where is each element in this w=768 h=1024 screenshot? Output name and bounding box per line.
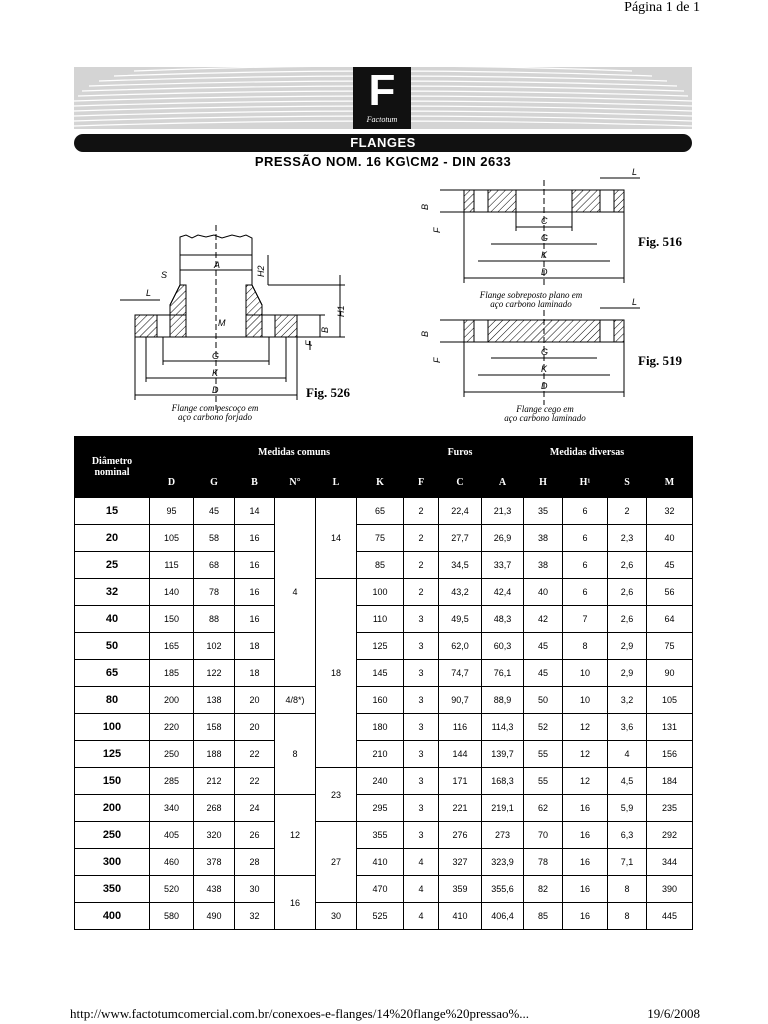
svg-text:A: A — [214, 260, 221, 270]
table-cell: 168,3 — [482, 768, 524, 795]
table-cell: 105 — [150, 525, 194, 552]
table-cell: 4,5 — [608, 768, 647, 795]
col-header: K — [357, 468, 404, 498]
svg-text:K: K — [212, 368, 219, 378]
table-row — [75, 660, 693, 687]
table-cell: 95 — [150, 498, 194, 525]
table-row — [75, 822, 693, 849]
table-cell: 28 — [235, 849, 275, 876]
table-row — [75, 741, 693, 768]
table-cell: 405 — [150, 822, 194, 849]
table-cell: 26,9 — [482, 525, 524, 552]
table-body — [75, 498, 693, 930]
table-cell: 18 — [235, 660, 275, 687]
table-cell: 2,9 — [608, 633, 647, 660]
table-cell: 58 — [194, 525, 235, 552]
table-cell: 323,9 — [482, 849, 524, 876]
table-cell: 18 — [235, 633, 275, 660]
svg-text:F: F — [432, 227, 442, 233]
col-header: L — [316, 468, 357, 498]
table-cell: 49,5 — [439, 606, 482, 633]
svg-text:B: B — [420, 330, 430, 337]
table-cell: 43,2 — [439, 579, 482, 606]
table-cell: 210 — [357, 741, 404, 768]
table-cell: 273 — [482, 822, 524, 849]
header-medidas-diversas: Medidas diversas — [482, 437, 693, 468]
table-cell: 185 — [150, 660, 194, 687]
table-cell: 235 — [647, 795, 693, 822]
table-cell: 68 — [194, 552, 235, 579]
table-cell: 285 — [150, 768, 194, 795]
table-cell: 122 — [194, 660, 235, 687]
table-cell: 76,1 — [482, 660, 524, 687]
table-cell: 125 — [75, 741, 150, 768]
header-medidas-comuns: Medidas comuns — [150, 437, 439, 468]
table-cell: 45 — [524, 660, 563, 687]
table-cell: 32 — [75, 579, 150, 606]
fig-516-label: Fig. 516 — [638, 234, 683, 249]
table-cell: 40 — [524, 579, 563, 606]
table-cell: 470 — [357, 876, 404, 903]
table-cell: 16 — [563, 822, 608, 849]
table-cell: 114,3 — [482, 714, 524, 741]
table-cell: 250 — [75, 822, 150, 849]
table-row — [75, 768, 693, 795]
table-row — [75, 687, 693, 714]
table-cell: 8 — [608, 876, 647, 903]
table-cell: 15 — [75, 498, 150, 525]
table-cell: 55 — [524, 768, 563, 795]
table-cell: 34,5 — [439, 552, 482, 579]
table-cell: 219,1 — [482, 795, 524, 822]
table-cell: 171 — [439, 768, 482, 795]
table-cell: 38 — [524, 552, 563, 579]
table-cell: 102 — [194, 633, 235, 660]
table-cell: 90,7 — [439, 687, 482, 714]
table-cell: 200 — [150, 687, 194, 714]
svg-text:L: L — [632, 167, 638, 177]
table-cell: 33,7 — [482, 552, 524, 579]
table-cell: 27 — [316, 822, 357, 903]
table-cell: 30 — [235, 876, 275, 903]
table-cell: 2,6 — [608, 579, 647, 606]
table-cell: 45 — [194, 498, 235, 525]
table-cell: 75 — [357, 525, 404, 552]
table-cell: 8 — [608, 903, 647, 930]
fig-516-caption-line2: aço carbono laminado — [490, 299, 572, 309]
table-cell: 62 — [524, 795, 563, 822]
table-cell: 8 — [563, 633, 608, 660]
table-cell: 16 — [235, 552, 275, 579]
table-cell: 3 — [404, 606, 439, 633]
table-cell: 460 — [150, 849, 194, 876]
table-cell: 3 — [404, 822, 439, 849]
svg-text:B: B — [320, 326, 330, 333]
svg-text:H1: H1 — [336, 305, 346, 317]
table-cell: 359 — [439, 876, 482, 903]
svg-text:L: L — [632, 297, 638, 307]
table-cell: 78 — [524, 849, 563, 876]
table-cell: 344 — [647, 849, 693, 876]
fig-526-drawing — [120, 225, 345, 410]
table-cell: 144 — [439, 741, 482, 768]
col-header: F — [404, 468, 439, 498]
svg-text:H2: H2 — [256, 265, 266, 277]
svg-text:S: S — [161, 270, 168, 280]
table-cell: 268 — [194, 795, 235, 822]
table-cell: 20 — [75, 525, 150, 552]
table-cell: 20 — [235, 687, 275, 714]
table-cell: 150 — [75, 768, 150, 795]
table-cell: 78 — [194, 579, 235, 606]
table-cell: 4 — [275, 498, 316, 687]
table-cell: 40 — [75, 606, 150, 633]
table-cell: 70 — [524, 822, 563, 849]
table-cell: 88,9 — [482, 687, 524, 714]
table-cell: 105 — [647, 687, 693, 714]
table-cell: 40 — [647, 525, 693, 552]
table-cell: 16 — [235, 579, 275, 606]
table-cell: 12 — [563, 741, 608, 768]
table-cell: 4/8*) — [275, 687, 316, 714]
svg-text:G: G — [541, 347, 549, 357]
fig-519-caption — [470, 405, 620, 423]
table-cell: 7 — [563, 606, 608, 633]
table-cell: 2 — [404, 552, 439, 579]
table-row — [75, 606, 693, 633]
table-cell: 90 — [647, 660, 693, 687]
table-cell: 2,3 — [608, 525, 647, 552]
svg-text:G: G — [212, 351, 220, 361]
table-cell: 3,6 — [608, 714, 647, 741]
svg-text:D: D — [541, 381, 548, 391]
table-cell: 85 — [357, 552, 404, 579]
table-cell: 3 — [404, 714, 439, 741]
table-cell: 438 — [194, 876, 235, 903]
table-row — [75, 903, 693, 930]
table-cell: 3 — [404, 687, 439, 714]
table-cell: 250 — [150, 741, 194, 768]
table-cell: 525 — [357, 903, 404, 930]
table-cell: 32 — [235, 903, 275, 930]
table-cell: 8 — [275, 714, 316, 795]
table-row — [75, 498, 693, 525]
svg-text:F: F — [304, 340, 314, 346]
table-cell: 390 — [647, 876, 693, 903]
fig-519-caption-line2: aço carbono laminado — [504, 413, 586, 423]
table-row — [75, 849, 693, 876]
table-cell: 520 — [150, 876, 194, 903]
table-cell: 3 — [404, 633, 439, 660]
table-cell: 580 — [150, 903, 194, 930]
table-cell: 180 — [357, 714, 404, 741]
table-cell: 23 — [316, 768, 357, 822]
table-cell: 184 — [647, 768, 693, 795]
table-cell: 150 — [150, 606, 194, 633]
table-cell: 65 — [75, 660, 150, 687]
table-cell: 445 — [647, 903, 693, 930]
svg-text:K: K — [541, 250, 548, 260]
title-bar — [74, 134, 692, 152]
table-cell: 55 — [524, 741, 563, 768]
table-row — [75, 579, 693, 606]
table-cell: 50 — [75, 633, 150, 660]
table-cell: 32 — [647, 498, 693, 525]
table-cell: 2,6 — [608, 552, 647, 579]
col-header: A — [482, 468, 524, 498]
table-cell: 45 — [524, 633, 563, 660]
svg-text:B: B — [420, 203, 430, 210]
fig-516-caption — [456, 291, 606, 309]
page-number: Página 1 de 1 — [624, 0, 700, 15]
table-cell: 56 — [647, 579, 693, 606]
table-row — [75, 552, 693, 579]
table-cell: 490 — [194, 903, 235, 930]
table-cell: 138 — [194, 687, 235, 714]
table-cell: 24 — [235, 795, 275, 822]
table-cell: 116 — [439, 714, 482, 741]
page-cutoff — [0, 960, 768, 1000]
table-cell: 320 — [194, 822, 235, 849]
svg-text:D: D — [212, 385, 219, 395]
table-cell: 10 — [563, 687, 608, 714]
table-cell: 2 — [608, 498, 647, 525]
table-cell: 48,3 — [482, 606, 524, 633]
svg-text:K: K — [541, 364, 548, 374]
table-cell: 16 — [275, 876, 316, 930]
table-cell: 82 — [524, 876, 563, 903]
table-cell: 27,7 — [439, 525, 482, 552]
col-header: M — [647, 468, 693, 498]
table-cell: 20 — [235, 714, 275, 741]
table-cell: 355,6 — [482, 876, 524, 903]
table-cell: 3 — [404, 660, 439, 687]
table-cell: 62,0 — [439, 633, 482, 660]
table-cell: 88 — [194, 606, 235, 633]
svg-text:C: C — [541, 216, 548, 226]
table-cell: 4 — [404, 876, 439, 903]
table-cell: 110 — [357, 606, 404, 633]
table-cell: 60,3 — [482, 633, 524, 660]
col-header: S — [608, 468, 647, 498]
table-cell: 6,3 — [608, 822, 647, 849]
col-header: H¹ — [563, 468, 608, 498]
col-header: G — [194, 468, 235, 498]
col-header: H — [524, 468, 563, 498]
table-row — [75, 795, 693, 822]
table-cell: 16 — [563, 876, 608, 903]
svg-text:D: D — [541, 267, 548, 277]
fig-526-caption-line1: Flange com pescoço em — [171, 403, 259, 413]
table-cell: 406,4 — [482, 903, 524, 930]
factotum-logo — [353, 67, 411, 129]
col-header: C — [439, 468, 482, 498]
header-diametro-nominal: Diâmetro nominal — [75, 437, 150, 498]
table-cell: 74,7 — [439, 660, 482, 687]
table-cell: 35 — [524, 498, 563, 525]
table-cell: 2 — [404, 498, 439, 525]
table-cell: 6 — [563, 552, 608, 579]
table-cell: 292 — [647, 822, 693, 849]
table-cell: 7,1 — [608, 849, 647, 876]
fig-526-label: Fig. 526 — [306, 385, 351, 400]
flange-drawings — [0, 165, 768, 435]
table-cell: 221 — [439, 795, 482, 822]
table-cell: 139,7 — [482, 741, 524, 768]
table-cell: 327 — [439, 849, 482, 876]
table-cell: 4 — [404, 849, 439, 876]
table-cell: 21,3 — [482, 498, 524, 525]
table-cell: 18 — [316, 579, 357, 768]
table-row — [75, 525, 693, 552]
fig-516-drawing — [440, 178, 640, 285]
fig-516-caption-line1: Flange sobreposto plano em — [479, 290, 583, 300]
table-cell: 16 — [563, 795, 608, 822]
footer-date: 19/6/2008 — [647, 1006, 700, 1021]
table-cell: 6 — [563, 579, 608, 606]
table-cell: 52 — [524, 714, 563, 741]
table-cell: 100 — [75, 714, 150, 741]
table-cell: 16 — [563, 903, 608, 930]
table-cell: 156 — [647, 741, 693, 768]
table-cell: 410 — [357, 849, 404, 876]
table-cell: 410 — [439, 903, 482, 930]
table-cell: 22 — [235, 741, 275, 768]
table-cell: 2,6 — [608, 606, 647, 633]
col-header: N° — [275, 468, 316, 498]
table-cell: 145 — [357, 660, 404, 687]
col-header: D — [150, 468, 194, 498]
table-row — [75, 633, 693, 660]
table-cell: 188 — [194, 741, 235, 768]
table-cell: 42,4 — [482, 579, 524, 606]
table-row — [75, 714, 693, 741]
table-cell: 85 — [524, 903, 563, 930]
table-cell: 64 — [647, 606, 693, 633]
table-cell: 25 — [75, 552, 150, 579]
table-cell: 14 — [316, 498, 357, 579]
table-cell: 212 — [194, 768, 235, 795]
table-cell: 378 — [194, 849, 235, 876]
table-cell: 355 — [357, 822, 404, 849]
flange-dimensions-table — [74, 436, 693, 930]
table-cell: 300 — [75, 849, 150, 876]
footer-url: http://www.factotumcomercial.com.br/conexoes-e-flanges/14%20flange%20pressao%... — [70, 1006, 530, 1021]
table-cell: 165 — [150, 633, 194, 660]
svg-text:L: L — [146, 288, 152, 298]
table-cell: 12 — [563, 768, 608, 795]
svg-text:G: G — [541, 233, 549, 243]
table-cell: 12 — [563, 714, 608, 741]
table-row — [75, 876, 693, 903]
table-cell: 5,9 — [608, 795, 647, 822]
logo-letter: F — [368, 66, 396, 115]
table-cell: 4 — [404, 903, 439, 930]
fig-526-caption-line2: aço carbono forjado — [178, 412, 252, 422]
logo-name: Factotum — [366, 115, 398, 124]
header-furos: Furos — [439, 437, 482, 468]
table-cell: 2 — [404, 579, 439, 606]
table-cell: 160 — [357, 687, 404, 714]
table-cell: 45 — [647, 552, 693, 579]
table-cell: 158 — [194, 714, 235, 741]
table-cell: 38 — [524, 525, 563, 552]
table-cell: 80 — [75, 687, 150, 714]
table-cell: 2 — [404, 525, 439, 552]
table-cell: 14 — [235, 498, 275, 525]
subtitle: PRESSÃO NOM. 16 KG\CM2 - DIN 2633 — [254, 154, 512, 169]
fig-519-drawing — [440, 308, 640, 405]
table-cell: 340 — [150, 795, 194, 822]
fig-519-label: Fig. 519 — [638, 353, 683, 368]
table-cell: 350 — [75, 876, 150, 903]
table-cell: 22,4 — [439, 498, 482, 525]
table-cell: 100 — [357, 579, 404, 606]
table-cell: 26 — [235, 822, 275, 849]
table-cell: 4 — [608, 741, 647, 768]
table-cell: 12 — [275, 795, 316, 876]
table-cell: 30 — [316, 903, 357, 930]
table-cell: 131 — [647, 714, 693, 741]
table-cell: 75 — [647, 633, 693, 660]
col-header: B — [235, 468, 275, 498]
table-cell: 400 — [75, 903, 150, 930]
table-cell: 240 — [357, 768, 404, 795]
page-title: FLANGES — [350, 135, 416, 150]
table-cell: 10 — [563, 660, 608, 687]
table-cell: 115 — [150, 552, 194, 579]
table-cell: 16 — [235, 525, 275, 552]
table-cell: 3,2 — [608, 687, 647, 714]
table-cell: 2,9 — [608, 660, 647, 687]
table-cell: 22 — [235, 768, 275, 795]
svg-text:F: F — [432, 357, 442, 363]
table-cell: 42 — [524, 606, 563, 633]
table-cell: 16 — [563, 849, 608, 876]
fig-519-labels — [420, 297, 637, 391]
fig-519-caption-line1: Flange cego em — [516, 404, 574, 414]
table-cell: 276 — [439, 822, 482, 849]
table-cell: 6 — [563, 525, 608, 552]
table-cell: 3 — [404, 795, 439, 822]
table-cell: 65 — [357, 498, 404, 525]
table-cell: 3 — [404, 768, 439, 795]
table-cell: 3 — [404, 741, 439, 768]
table-cell: 295 — [357, 795, 404, 822]
table-cell: 220 — [150, 714, 194, 741]
table-cell: 140 — [150, 579, 194, 606]
table-cell: 6 — [563, 498, 608, 525]
svg-text:M: M — [218, 318, 226, 328]
table-cell: 50 — [524, 687, 563, 714]
table-cell: 200 — [75, 795, 150, 822]
table-cell: 16 — [235, 606, 275, 633]
fig-526-caption — [150, 404, 280, 422]
table-cell: 125 — [357, 633, 404, 660]
